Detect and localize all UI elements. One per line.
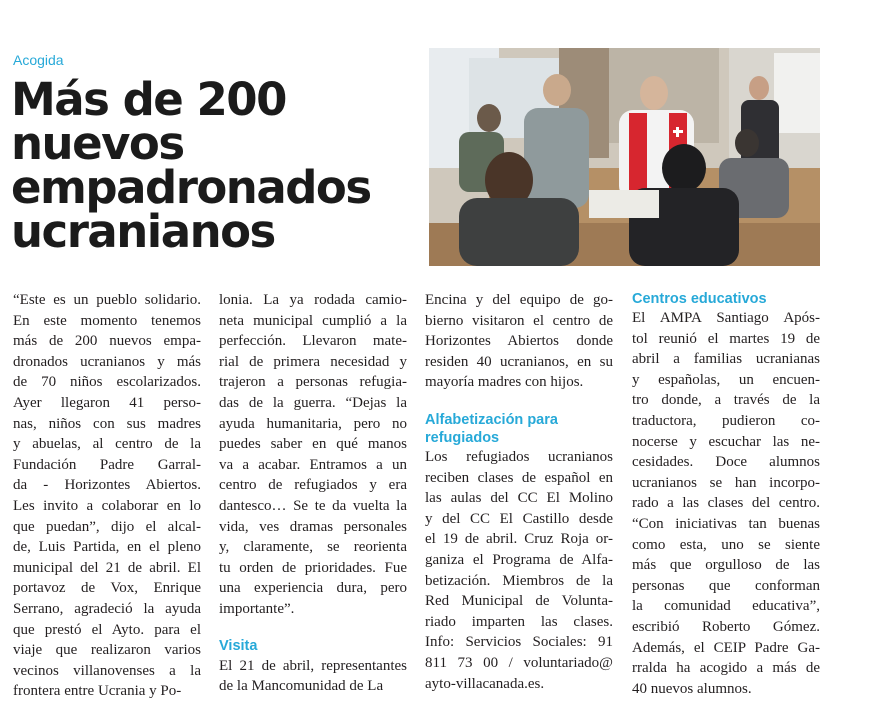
text-line: que prestó el Ayto. para el bbox=[13, 621, 201, 638]
subheading: Centros educativos bbox=[632, 291, 767, 307]
text-line: betización. Miembros de la bbox=[425, 572, 613, 589]
text-line: abril a familias ucranianas bbox=[632, 351, 820, 368]
text-line: de 70 niños escolarizados. bbox=[13, 374, 201, 391]
subheading-line: Alfabetización para bbox=[425, 411, 558, 428]
text-line: Fundación Padre Garral- bbox=[13, 456, 201, 473]
text-line: ayto-villacanada.es. bbox=[425, 675, 545, 692]
text-line: centro de refugiados y era bbox=[219, 477, 407, 494]
text-line: más que orgulloso de las bbox=[632, 557, 820, 574]
text-line: 811 73 00 / voluntariado@ bbox=[425, 654, 613, 671]
text-line: vecinos villanovenses a la bbox=[13, 662, 201, 679]
text-line: ayuda humanitaria, pero no bbox=[219, 415, 407, 432]
text-line: Los refugiados ucranianos bbox=[425, 448, 613, 465]
text-line: rado a las clases del centro. bbox=[632, 495, 820, 512]
text-line: Encina y del equipo de go- bbox=[425, 292, 613, 308]
text-line: perfección. Llevaron mate- bbox=[219, 333, 407, 350]
classroom-photo-illustration bbox=[429, 48, 820, 266]
text-line: el 19 de abril. Cruz Roja or- bbox=[425, 531, 613, 548]
subheading-line: refugiados bbox=[425, 429, 500, 446]
text-line: “Con iniciativas tan buenas bbox=[632, 515, 820, 532]
text-line: traductora, pudieron co- bbox=[632, 412, 820, 429]
section-label: Acogida bbox=[13, 52, 64, 68]
text-line: El AMPA Santiago Após- bbox=[632, 310, 820, 326]
article-column-4 bbox=[632, 290, 820, 699]
text-line: frontera entre Ucrania y Po- bbox=[13, 683, 182, 700]
text-line: da - Horizontes Abiertos. bbox=[13, 477, 201, 494]
text-line: tu orden de prioridades. Fue bbox=[219, 559, 407, 576]
article-photo bbox=[429, 48, 820, 266]
article-column-3 bbox=[425, 290, 613, 694]
text-line: municipal del 21 de abril. El bbox=[13, 559, 201, 576]
text-line: y españolas, un encuen- bbox=[632, 371, 820, 388]
text-line: de la Mancomunidad de La bbox=[219, 678, 384, 695]
text-line: nas, niños con sus madres bbox=[13, 415, 201, 432]
text-line: y del CC El Castillo desde bbox=[425, 510, 613, 527]
text-line: Además, el CEIP Padre Ga- bbox=[632, 639, 820, 656]
text-line: ganiza el Programa de Alfa- bbox=[425, 551, 613, 568]
text-line: Serrano, agradeció la ayuda bbox=[13, 600, 201, 617]
text-line: Info: Servicios Sociales: 91 bbox=[425, 634, 613, 651]
text-line: una experiencia dura, pero bbox=[219, 580, 407, 597]
headline-line: empadronados bbox=[11, 161, 371, 214]
text-line: Les invito a colaborar en lo bbox=[13, 497, 201, 514]
text-line: tol reunió el martes 19 de bbox=[632, 330, 820, 347]
text-line: dronados ucranianos y más bbox=[13, 353, 201, 370]
text-line: portavoz de Vox, Enrique bbox=[13, 580, 201, 597]
text-line: das de la guerra. “Dejas la bbox=[219, 394, 407, 411]
text-line: Red Municipal de Volunta- bbox=[425, 593, 613, 610]
text-line: y abuelas, al centro de la bbox=[13, 436, 201, 453]
text-line: que puedan”, dijo el alcal- bbox=[13, 518, 201, 535]
text-line: y, claramente, se reorienta bbox=[219, 539, 407, 556]
text-line: las aulas del CC El Molino bbox=[425, 490, 613, 507]
text-line: nocerse y escuchar las ne- bbox=[632, 433, 820, 450]
text-line: 40 nuevos alumnos. bbox=[632, 680, 752, 697]
text-line: tro donde, a través de la bbox=[632, 392, 820, 409]
text-line: El 21 de abril, representantes bbox=[219, 657, 407, 674]
text-line: lonia. La ya rodada camio- bbox=[219, 292, 407, 308]
text-line: rralda ha acogido a más de bbox=[632, 660, 820, 677]
text-line: En este momento tenemos bbox=[13, 312, 201, 329]
text-line: como esta, uno se siente bbox=[632, 536, 820, 553]
text-line: “Este es un pueblo solidario. bbox=[13, 292, 201, 308]
subheading: Visita bbox=[219, 637, 258, 654]
text-line: Ayer llegaron 41 perso- bbox=[13, 394, 201, 411]
headline-line: ucranianos bbox=[11, 205, 275, 258]
article-column-2 bbox=[219, 290, 407, 697]
text-line: trajeron a personas refugia- bbox=[219, 374, 407, 391]
text-line: de, Luis Partida, en el pleno bbox=[13, 539, 201, 556]
text-line: la comunidad educativa”, bbox=[632, 598, 820, 615]
text-line: dantesco… Se te da vuelta la bbox=[219, 497, 407, 514]
subheading bbox=[425, 411, 613, 447]
text-line: bierno visitaron el centro de bbox=[425, 312, 613, 329]
text-line: más de 200 nuevos empa- bbox=[13, 333, 201, 350]
text-line: va a acabar. Entramos a un bbox=[219, 456, 407, 473]
text-line: viaje que realizaron varios bbox=[13, 642, 201, 659]
text-line: puedes saber en qué manos bbox=[219, 436, 407, 453]
headline-line: nuevos bbox=[11, 117, 184, 170]
text-line: vida, ves dramas personales bbox=[219, 518, 407, 535]
text-line: escribió Roberto Gómez. bbox=[632, 618, 820, 635]
text-line: reciben clases de español en bbox=[425, 469, 613, 486]
article-column-1 bbox=[13, 290, 201, 702]
headline bbox=[11, 73, 416, 258]
text-line: residen 40 ucranianos, en su bbox=[425, 353, 613, 370]
text-line: rial de primera necesidad y bbox=[219, 353, 407, 370]
text-line: mayoría madres con hijos. bbox=[425, 374, 584, 391]
text-line: Horizontes Abiertos donde bbox=[425, 333, 613, 350]
text-line: importante”. bbox=[219, 600, 295, 617]
text-line: ucranianos se han incorpo- bbox=[632, 474, 820, 491]
headline-line: Más de 200 bbox=[11, 73, 286, 126]
text-line: neta municipal cumplió a la bbox=[219, 312, 407, 329]
text-line: riado imparten las clases. bbox=[425, 613, 613, 630]
text-line: personas que conforman bbox=[632, 577, 820, 594]
text-line: cesidades. Doce alumnos bbox=[632, 454, 820, 471]
